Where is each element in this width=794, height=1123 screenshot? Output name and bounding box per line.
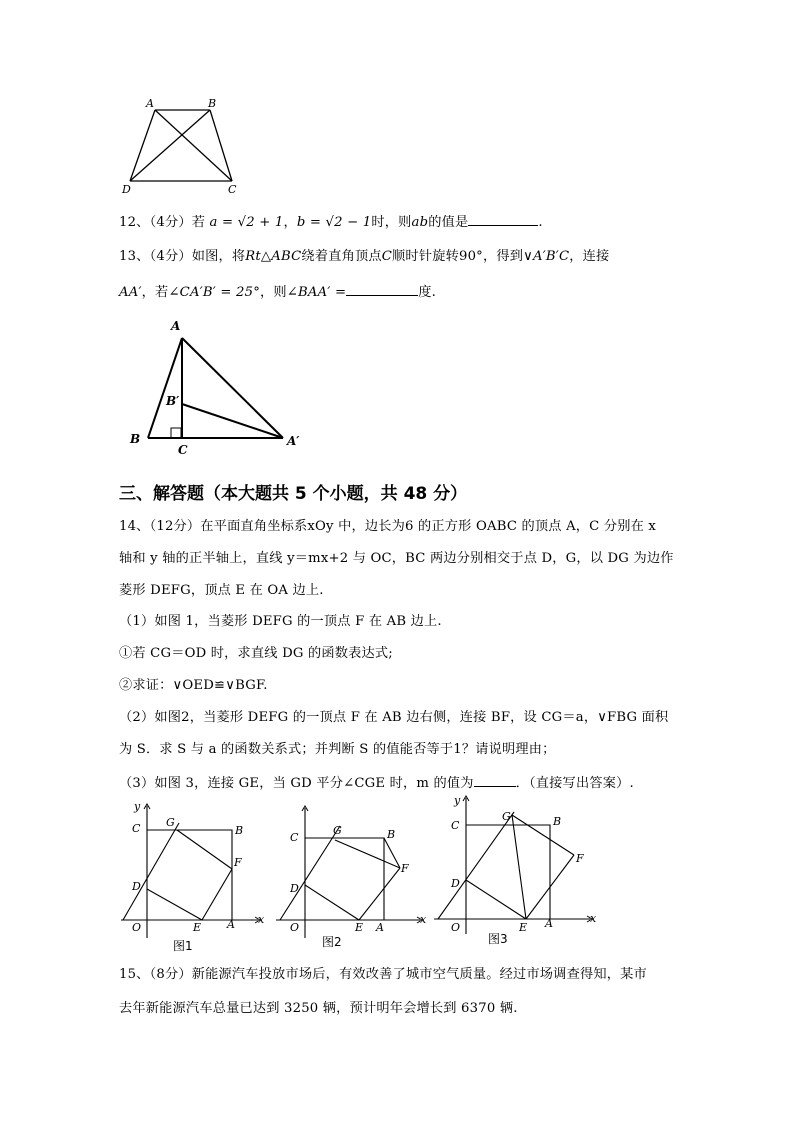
math-aa-prime: AA′ bbox=[119, 285, 142, 300]
point-label-c: C bbox=[290, 831, 299, 844]
coordinate-figure-3 bbox=[430, 792, 605, 954]
point-label-c: C bbox=[132, 822, 141, 835]
question-13-line-1 bbox=[119, 248, 609, 266]
q13-text-2: 绕着直角顶点 bbox=[301, 249, 382, 264]
point-label-d: D bbox=[132, 880, 141, 893]
vertex-label-b: B bbox=[208, 97, 217, 110]
q13-text-5: ，若 bbox=[141, 285, 169, 300]
math-triangle-2: ∨A′B′C bbox=[523, 249, 570, 264]
q13-text-3: 顺时针旋转90°，得到 bbox=[392, 249, 524, 264]
point-label-c: C bbox=[451, 819, 460, 832]
point-label-d: D bbox=[451, 877, 460, 890]
trapezoid-figure bbox=[110, 92, 250, 202]
q14-text-9b: ．（直接写出答案）. bbox=[515, 776, 634, 791]
question-number: 13、 bbox=[119, 249, 150, 264]
point-label-e: E bbox=[519, 921, 528, 934]
q12-end: . bbox=[538, 215, 543, 230]
math-angle-1: ∠CA′B′ = 25° bbox=[168, 285, 260, 300]
figure-caption-3: 图3 bbox=[488, 932, 508, 946]
q14-line-9 bbox=[119, 773, 634, 793]
q14-line-1: 14、（12分）在平面直角坐标系xOy 中，边长为6 的正方形 OABC 的顶点 A，C 分别在 x bbox=[119, 519, 657, 534]
vertex-label-b: B bbox=[130, 432, 141, 446]
math-angle-2: ∠BAA′ = bbox=[286, 285, 347, 300]
vertex-label-a: A bbox=[146, 97, 154, 110]
point-label-o: O bbox=[132, 921, 142, 934]
q14-line-7: （2）如图2，当菱形 DEFG 的一顶点 F 在 AB 边右侧，连接 BF，设 CG＝a，∨FBG 面积 bbox=[119, 710, 669, 725]
question-number: 12、 bbox=[119, 215, 150, 230]
math-a-expr: a = √2 + 1 bbox=[209, 215, 284, 230]
q12-text-2: 时，则 bbox=[371, 215, 412, 230]
answer-blank[interactable] bbox=[468, 212, 538, 226]
q15-line-1: 15、（8分）新能源汽车投放市场后，有效改善了城市空气质量。经过市场调查得知，某市 bbox=[119, 967, 647, 982]
answer-blank[interactable] bbox=[346, 282, 418, 296]
point-label-a: A bbox=[545, 917, 553, 930]
q13-text-6: ，则 bbox=[260, 285, 287, 300]
q13-text-7: 度. bbox=[418, 285, 436, 300]
vertex-label-c: C bbox=[228, 183, 237, 196]
point-label-b: B bbox=[553, 815, 562, 828]
point-label-g: G bbox=[333, 824, 342, 837]
math-ab: ab bbox=[411, 215, 429, 230]
q12-text-3: 的值是 bbox=[428, 215, 469, 230]
question-12 bbox=[119, 212, 543, 232]
q12-text-1: 若 bbox=[191, 215, 206, 230]
axis-label-x: x bbox=[590, 912, 597, 925]
q14-line-5: ①若 CG＝OD 时，求直线 DG 的函数表达式; bbox=[119, 646, 393, 661]
vertex-label-a-prime: A′ bbox=[287, 434, 300, 448]
point-label-b: B bbox=[235, 824, 244, 837]
point-label-d: D bbox=[290, 882, 299, 895]
axis-label-y: y bbox=[134, 800, 141, 813]
section-title: 三、解答题（本大题共 5 个小题，共 48 分） bbox=[119, 484, 468, 504]
q14-line-4: （1）如图 1，当菱形 DEFG 的一顶点 F 在 AB 边上. bbox=[119, 614, 442, 629]
rotation-figure bbox=[120, 312, 320, 462]
q14-line-2: 轴和 y 轴的正半轴上，直线 y＝mx+2 与 OC，BC 两边分别相交于点 D，G，以 DG 为边作 bbox=[119, 551, 674, 566]
vertex-label-a: A bbox=[171, 319, 181, 333]
coordinate-figure-1 bbox=[115, 798, 275, 958]
point-label-g: G bbox=[166, 816, 175, 829]
vertex-label-d: D bbox=[122, 183, 131, 196]
vertex-label-b-prime: B′ bbox=[166, 394, 180, 408]
math-c: C bbox=[381, 249, 393, 264]
math-b-expr: b = √2 − 1 bbox=[296, 215, 372, 230]
answer-blank[interactable] bbox=[474, 773, 516, 787]
q12-separator: ， bbox=[283, 215, 297, 230]
math-triangle: Rt△ABC bbox=[245, 249, 302, 264]
q14-line-6: ②求证：∨OED≌∨BGF. bbox=[119, 678, 268, 693]
point-label-e: E bbox=[193, 921, 202, 934]
q14-text-9a: （3）如图 3，连接 GE，当 GD 平分∠CGE 时，m 的值为 bbox=[119, 776, 474, 791]
vertex-label-c: C bbox=[178, 443, 188, 457]
figure-caption-2: 图2 bbox=[322, 935, 342, 949]
question-13-line-2 bbox=[119, 282, 436, 302]
point-label-e: E bbox=[355, 921, 364, 934]
point-label-f: F bbox=[234, 856, 242, 869]
axis-label-x: x bbox=[420, 913, 427, 926]
q13-text-4: ，连接 bbox=[569, 249, 610, 264]
point-label-o: O bbox=[451, 921, 461, 934]
q15-line-2: 去年新能源汽车总量已达到 3250 辆，预计明年会增长到 6370 辆. bbox=[119, 1001, 518, 1016]
point-label-b: B bbox=[387, 828, 396, 841]
coordinate-figure-2 bbox=[270, 798, 435, 958]
axis-label-y: y bbox=[454, 794, 461, 807]
figure-caption-1: 图1 bbox=[173, 939, 193, 953]
axis-label-x: x bbox=[258, 913, 265, 926]
q14-line-8: 为 S．求 S 与 a 的函数关系式；并判断 S 的值能否等于1？请说明理由； bbox=[119, 742, 556, 757]
point-label-a: A bbox=[376, 921, 384, 934]
point-label-o: O bbox=[290, 921, 300, 934]
q13-text-1: 如图，将 bbox=[191, 249, 246, 264]
point-label-g: G bbox=[502, 810, 511, 823]
question-score: （4分） bbox=[149, 215, 192, 230]
q14-line-3: 菱形 DEFG，顶点 E 在 OA 边上. bbox=[119, 583, 324, 598]
question-score: （4分） bbox=[149, 249, 192, 264]
point-label-a: A bbox=[227, 918, 235, 931]
point-label-f: F bbox=[576, 852, 584, 865]
point-label-f: F bbox=[401, 862, 409, 875]
